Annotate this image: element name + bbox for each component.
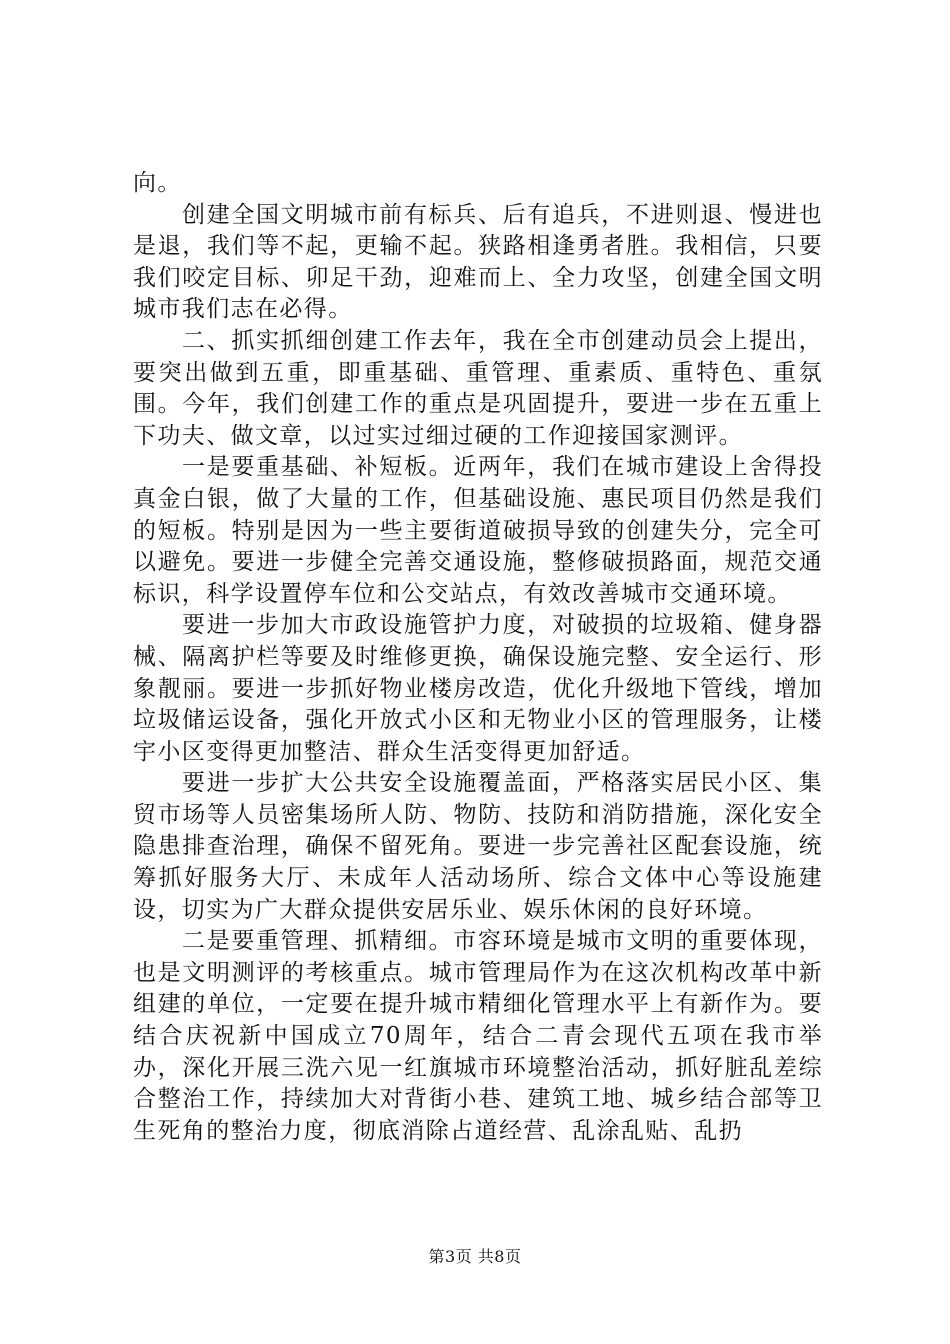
paragraph: 二是要重管理、抓精细。市容环境是城市文明的重要体现，也是文明测评的考核重点。城市管理局作为在这次机构改革中新组建的单位，一定要在提升城市精细化管理水平上有新作为。要结合庆祝新中国成立70周年，结合二青会现代五项在我市举办，深化开展三洗六见一红旗城市环境整治活动，抓好脏乱差综合整治工作，持续加大对背街小巷、建筑工地、城乡结合部等卫生死角的整治力度，彻底消除占道经营、乱涂乱贴、乱扔 bbox=[133, 928, 823, 1144]
paragraph: 要进一步扩大公共安全设施覆盖面，严格落实居民小区、集贸市场等人员密集场所人防、物防、技防和消防措施，深化安全隐患排查治理，确保不留死角。要进一步完善社区配套设施，统筹抓好服务大厅、未成年人活动场所、综合文体中心等设施建设，切实为广大群众提供安居乐业、娱乐休闲的良好环境。 bbox=[133, 770, 823, 923]
paragraph: 一是要重基础、补短板。近两年，我们在城市建设上舍得投真金白银，做了大量的工作，但基础设施、惠民项目仍然是我们的短板。特别是因为一些主要街道破损导致的创建失分，完全可以避免。要进一步健全完善交通设施，整修破损路面，规范交通标识，科学设置停车位和公交站点，有效改善城市交通环境。 bbox=[133, 454, 823, 607]
paragraph: 创建全国文明城市前有标兵、后有追兵，不进则退、慢进也是退，我们等不起，更输不起。狭路相逢勇者胜。我相信，只要我们咬定目标、卯足干劲，迎难而上、全力攻坚，创建全国文明城市我们志在必得。 bbox=[133, 201, 823, 323]
page-number-footer: 第3页 共8页 bbox=[428, 1247, 522, 1266]
document-body bbox=[133, 168, 823, 1147]
paragraph: 向。 bbox=[133, 170, 182, 196]
paragraph: 要进一步加大市政设施管护力度，对破损的垃圾箱、健身器械、隔离护栏等要及时维修更换，确保设施完整、安全运行、形象靓丽。要进一步抓好物业楼房改造，优化升级地下管线，增加垃圾储运设备，强化开放式小区和无物业小区的管理服务，让楼宇小区变得更加整洁、群众生活变得更加舒适。 bbox=[133, 612, 823, 765]
paragraph: 二、抓实抓细创建工作去年，我在全市创建动员会上提出，要突出做到五重，即重基础、重管理、重素质、重特色、重氛围。今年，我们创建工作的重点是巩固提升，要进一步在五重上下功夫、做文章，以过实过细过硬的工作迎接国家测评。 bbox=[133, 327, 823, 449]
